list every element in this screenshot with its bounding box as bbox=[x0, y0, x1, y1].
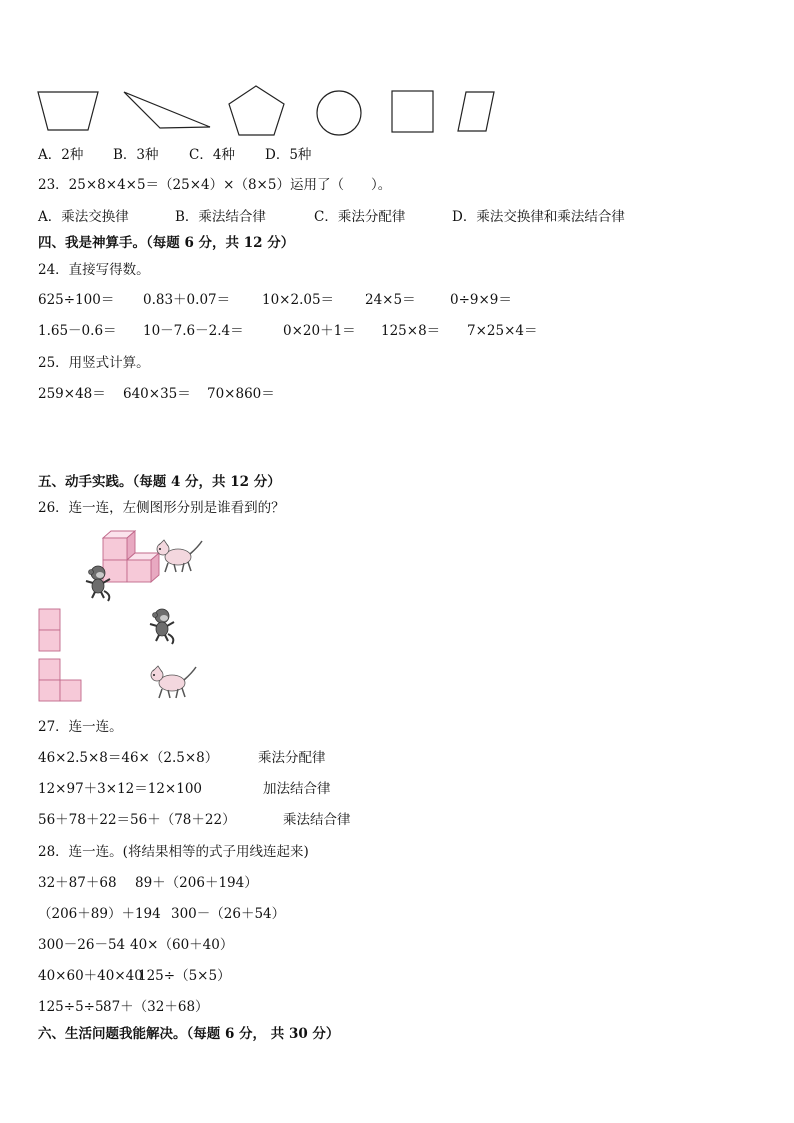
q28-left-2: （206＋89）＋194 bbox=[38, 906, 161, 922]
q24-r2-3: 0×20＋1＝ bbox=[283, 323, 356, 339]
q23-option-a: A．乘法交换律 bbox=[38, 209, 129, 225]
q24-stem: 24．直接写得数。 bbox=[38, 262, 150, 278]
section-4-title: 四、我是神算手。（每题 6 分，共 12 分） bbox=[38, 235, 295, 251]
dog-icon bbox=[151, 666, 196, 698]
q27-left-1: 46×2.5×8＝46×（2.5×8） bbox=[38, 750, 219, 766]
section-6-title: 六、生活问题我能解决。（每题 6 分， 共 30 分） bbox=[38, 1026, 340, 1042]
q28-left-3: 300－26－54 bbox=[38, 937, 126, 953]
q28-right-5: 87＋（32＋68） bbox=[103, 999, 209, 1015]
monkey-icon bbox=[150, 609, 174, 644]
view-l-squares bbox=[39, 659, 81, 701]
dog-icon bbox=[157, 540, 202, 572]
q28-right-4: 125÷（5×5） bbox=[138, 968, 231, 984]
q24-r1-2: 0.83＋0.07＝ bbox=[143, 292, 231, 308]
q28-right-1: 89＋（206＋194） bbox=[135, 875, 258, 891]
q26-stem: 26．连一连，左侧图形分别是谁看到的？ bbox=[38, 500, 285, 516]
q28-right-3: 40×（60＋40） bbox=[130, 937, 234, 953]
square-icon bbox=[392, 91, 433, 132]
q27-left-3: 56＋78＋22＝56＋（78＋22） bbox=[38, 812, 236, 828]
q26-figure bbox=[30, 525, 290, 705]
q27-right-1: 乘法分配律 bbox=[258, 750, 326, 766]
q28-left-1: 32＋87＋68 bbox=[38, 875, 117, 891]
triangle-icon bbox=[124, 92, 210, 128]
q25-item-2: 640×35＝ bbox=[123, 386, 191, 402]
cube-stack bbox=[103, 531, 159, 582]
parallelogram-icon bbox=[458, 92, 494, 131]
q24-r2-2: 10－7.6－2.4＝ bbox=[143, 323, 244, 339]
q27-right-2: 加法结合律 bbox=[263, 781, 331, 797]
section-5-title: 五、动手实践。（每题 4 分，共 12 分） bbox=[38, 474, 281, 490]
q24-r1-1: 625÷100＝ bbox=[38, 292, 115, 308]
q27-right-3: 乘法结合律 bbox=[283, 812, 351, 828]
q24-r2-5: 7×25×4＝ bbox=[467, 323, 538, 339]
trapezoid-icon bbox=[38, 92, 98, 130]
circle-icon bbox=[317, 91, 361, 135]
q25-stem: 25．用竖式计算。 bbox=[38, 355, 150, 371]
q24-r2-4: 125×8＝ bbox=[381, 323, 441, 339]
q25-item-1: 259×48＝ bbox=[38, 386, 106, 402]
q25-item-3: 70×860＝ bbox=[207, 386, 275, 402]
q23-option-d: D．乘法交换律和乘法结合律 bbox=[452, 209, 625, 225]
q24-r1-4: 24×5＝ bbox=[365, 292, 416, 308]
q22-option-d: D．5种 bbox=[265, 147, 312, 163]
q23-option-b: B．乘法结合律 bbox=[175, 209, 266, 225]
q28-left-4: 40×60＋40×40 bbox=[38, 968, 143, 984]
q28-right-2: 300－（26＋54） bbox=[171, 906, 286, 922]
q23-option-c: C．乘法分配律 bbox=[314, 209, 406, 225]
q22-option-a: A．2种 bbox=[38, 147, 84, 163]
q23-stem: 23．25×8×4×5＝（25×4）×（8×5）运用了（ ）。 bbox=[38, 177, 392, 193]
q28-stem: 28．连一连。(将结果相等的式子用线连起来) bbox=[38, 844, 309, 860]
view-vertical-squares bbox=[39, 609, 60, 651]
q27-left-2: 12×97＋3×12＝12×100 bbox=[38, 781, 203, 797]
q27-stem: 27．连一连。 bbox=[38, 719, 123, 735]
shape-row bbox=[0, 0, 794, 140]
pentagon-icon bbox=[229, 86, 284, 135]
q24-r1-3: 10×2.05＝ bbox=[262, 292, 335, 308]
q24-r1-5: 0÷9×9＝ bbox=[450, 292, 512, 308]
q24-r2-1: 1.65－0.6＝ bbox=[38, 323, 117, 339]
q28-left-5: 125÷5÷5 bbox=[38, 999, 104, 1015]
q22-option-c: C．4种 bbox=[189, 147, 235, 163]
q22-option-b: B．3种 bbox=[113, 147, 159, 163]
